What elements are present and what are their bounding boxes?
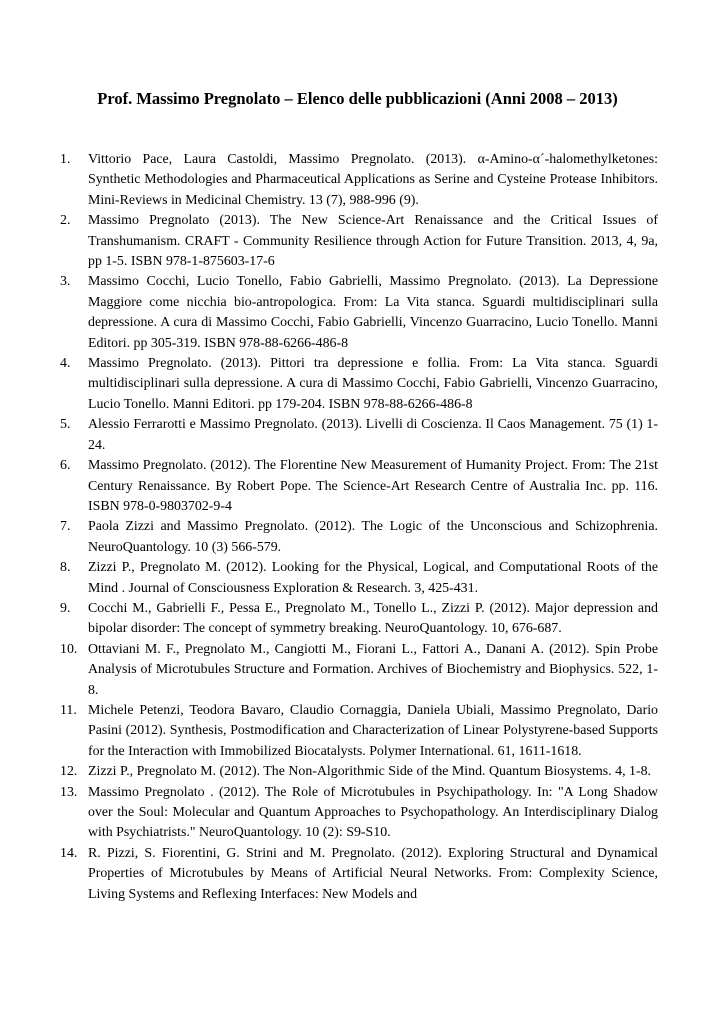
item-text: Massimo Cocchi, Lucio Tonello, Fabio Gabrielli, Massimo Pregnolato. (2013). La Depressione Maggiore come nicchia bio-antropologica. From: La Vita stanca. Sguardi multidisciplinari sulla depressione. A cura di Massimo Cocchi, Fabio Gabrielli, Vincenzo Guarracino, Lucio Tonello. Manni Editori. pp 305-319. ISBN 978-88-6266-486-8 xyxy=(88,274,658,351)
item-text: Massimo Pregnolato (2013). The New Science-Art Renaissance and the Critical Issues of Transhumanism. CRAFT - Community Resilience through Action for Future Transition. 2013, 4, 9a, pp 1-5. ISBN 978-1-875603-17-6 xyxy=(88,213,658,270)
item-number: 4. xyxy=(60,356,71,372)
item-number: 12. xyxy=(60,764,78,780)
item-text: Massimo Pregnolato. (2013). Pittori tra depressione e follia. From: La Vita stanca. Sguardi multidisciplinari sulla depressione. A cura di Massimo Cocchi, Fabio Gabrielli, Vincenzo Guarracino, Lucio Tonello. Manni Editori. pp 179-204. ISBN 978-88-6266-486-8 xyxy=(88,356,658,412)
list-item xyxy=(60,415,658,456)
publication-list xyxy=(60,150,658,905)
list-item xyxy=(60,354,658,415)
item-text: Vittorio Pace, Laura Castoldi, Massimo Pregnolato. (2013). α-Amino-α´-halomethylketones: Synthetic Methodologies and Pharmaceutical Applications as Serine and Cysteine Protease Inhibitors. Mini-Reviews in Medicinal Chemistry. 13 (7), 988-996 (9). xyxy=(88,152,658,208)
item-text: Massimo Pregnolato. (2012). The Florentine New Measurement of Humanity Project. From: The 21st Century Renaissance. By Robert Pope. The Science-Art Research Centre of Australia Inc. pp. 116. ISBN 978-0-9803702-9-4 xyxy=(88,458,658,514)
item-text: Massimo Pregnolato . (2012). The Role of Microtubules in Psychipathology. In: "A Long Shadow over the Soul: Molecular and Quantum Approaches to Psychopathology. An Interdisciplinary Dialog with Psychiatrists." NeuroQuantology. 10 (2): S9-S10. xyxy=(88,784,658,841)
list-item xyxy=(60,640,658,701)
item-number: 14. xyxy=(60,845,78,861)
item-text: Zizzi P., Pregnolato M. (2012). Looking for the Physical, Logical, and Computational Roots of the Mind . Journal of Consciousness Exploration & Research. 3, 425-431. xyxy=(88,560,658,596)
item-number: 1. xyxy=(60,152,71,167)
list-item xyxy=(60,783,658,844)
list-item xyxy=(60,456,658,517)
item-text: R. Pizzi, S. Fiorentini, G. Strini and M. Pregnolato. (2012). Exploring Structural and Dynamical Properties of Microtubules by Means of Artificial Neural Networks. From: Complexity Science, Living Systems and Reflexing Interfaces: New Models and xyxy=(88,845,658,902)
list-item xyxy=(60,211,658,272)
item-number: 9. xyxy=(60,600,71,616)
item-number: 13. xyxy=(60,784,78,800)
list-item xyxy=(60,517,658,558)
item-number: 3. xyxy=(60,274,71,290)
list-item xyxy=(60,272,658,354)
item-number: 11. xyxy=(60,702,77,718)
item-text: Cocchi M., Gabrielli F., Pessa E., Pregnolato M., Tonello L., Zizzi P. (2012). Major depression and bipolar disorder: The concept of symmetry breaking. NeuroQuantology. 10, 676-687. xyxy=(88,600,658,637)
item-text: Michele Petenzi, Teodora Bavaro, Claudio Cornaggia, Daniela Ubiali, Massimo Pregnolato, Dario Pasini (2012). Synthesis, Postmodification and Characterization of Linear Polystyrene-based Supports for the Interaction with Immobilized Biocatalysts. Polymer International. 61, 1611-1618. xyxy=(88,702,658,759)
item-number: 5. xyxy=(60,417,71,433)
list-item xyxy=(60,150,658,211)
item-number: 10. xyxy=(60,641,78,657)
item-text: Zizzi P., Pregnolato M. (2012). The Non-Algorithmic Side of the Mind. Quantum Biosystems. 4, 1-8. xyxy=(88,764,652,780)
item-text: Alessio Ferrarotti e Massimo Pregnolato. (2013). Livelli di Coscienza. Il Caos Management. 75 (1) 1-24. xyxy=(88,417,658,453)
item-number: 8. xyxy=(60,560,71,576)
list-item xyxy=(60,701,658,762)
list-item xyxy=(60,599,658,640)
list-item xyxy=(60,762,658,782)
list-item xyxy=(60,844,658,905)
item-number: 2. xyxy=(60,213,71,229)
item-text: Ottaviani M. F., Pregnolato M., Cangiotti M., Fiorani L., Fattori A., Danani A. (2012). Spin Probe Analysis of Microtubules Structure and Formation. Archives of Biochemistry and Biophysics. 522, 1-8. xyxy=(88,641,658,698)
item-text: Paola Zizzi and Massimo Pregnolato. (2012). The Logic of the Unconscious and Schizophrenia. NeuroQuantology. 10 (3) 566-579. xyxy=(88,519,658,555)
item-number: 6. xyxy=(60,458,71,474)
item-number: 7. xyxy=(60,519,71,535)
list-item xyxy=(60,558,658,599)
page-title: Prof. Massimo Pregnolato – Elenco delle pubblicazioni (Anni 2008 – 2013) xyxy=(97,89,618,108)
